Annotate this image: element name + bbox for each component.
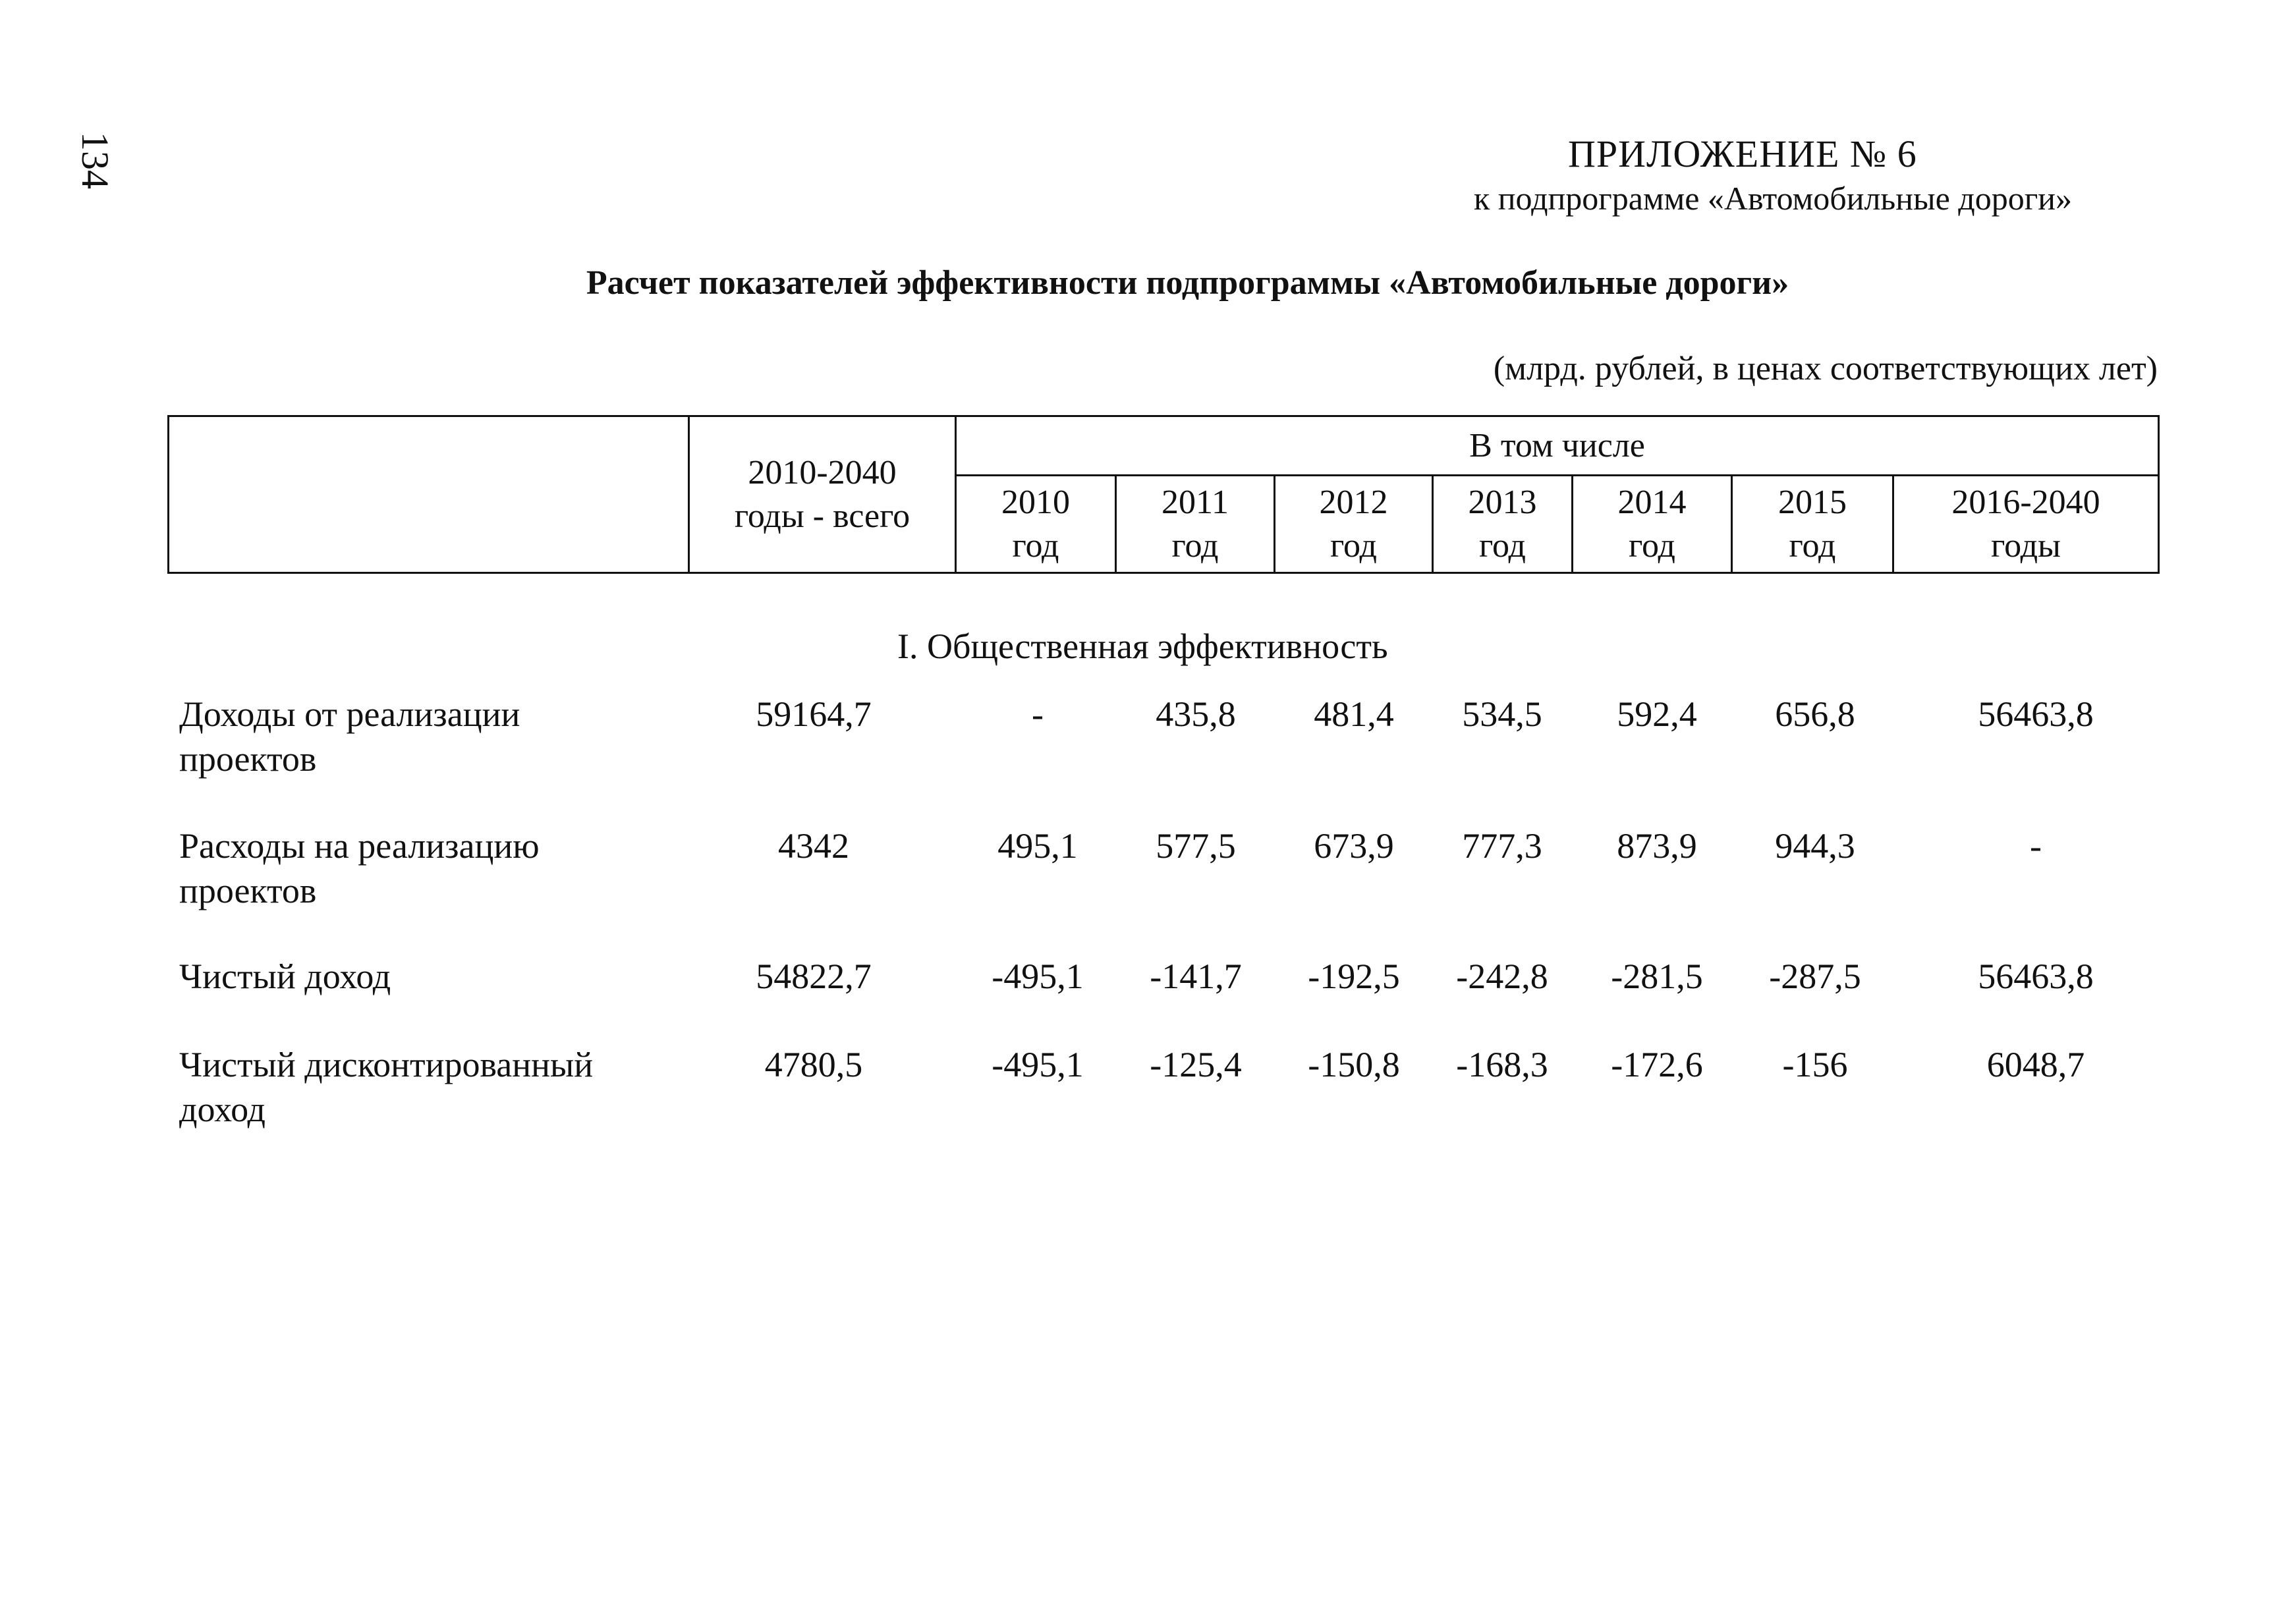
header-year-suffix: год xyxy=(1330,526,1377,565)
value-cell: 56463,8 xyxy=(1978,957,2094,996)
units-note: (млрд. рублей, в ценах соответствующих лет) xyxy=(1493,350,2158,387)
value-cell: 673,9 xyxy=(1314,826,1394,866)
header-year-suffix: год xyxy=(1171,526,1219,565)
value-cell: -192,5 xyxy=(1308,957,1400,996)
header-year: 2015 xyxy=(1778,483,1847,521)
table-row xyxy=(0,692,2296,797)
value-cell: 59164,7 xyxy=(756,694,872,734)
row-label-line2: доход xyxy=(179,1090,266,1129)
row-label-line1: Чистый доход xyxy=(179,957,391,996)
table-row xyxy=(0,1042,2296,1148)
value-cell: -150,8 xyxy=(1308,1045,1400,1084)
value-cell: 6048,7 xyxy=(1986,1045,2085,1084)
header-total-line1: 2010-2040 xyxy=(748,453,897,491)
value-cell: - xyxy=(1032,694,1044,734)
section-title: I. Общественная эффективность xyxy=(897,627,1388,666)
appendix-subtitle: к подпрограмме «Автомобильные дороги» xyxy=(1473,180,2072,217)
row-label-line1: Доходы от реализации xyxy=(179,694,520,734)
value-cell: -168,3 xyxy=(1456,1045,1548,1084)
value-cell: -156 xyxy=(1782,1045,1848,1084)
value-cell: - xyxy=(2030,826,2042,866)
value-cell: 656,8 xyxy=(1775,694,1855,734)
header-total-line2: годы - всего xyxy=(734,497,910,535)
value-cell: 577,5 xyxy=(1156,826,1236,866)
row-label xyxy=(179,954,680,999)
value-cell: 4780,5 xyxy=(764,1045,863,1084)
value-cell: 534,5 xyxy=(1462,694,1542,734)
value-cell: 495,1 xyxy=(997,826,1078,866)
row-label xyxy=(179,692,680,781)
header-year-suffix: год xyxy=(1629,526,1675,565)
value-cell: -495,1 xyxy=(992,957,1084,996)
value-cell: 873,9 xyxy=(1617,826,1697,866)
appendix-title: ПРИЛОЖЕНИЕ № 6 xyxy=(1568,132,1917,175)
header-year: 2013 xyxy=(1468,483,1537,521)
row-label-line1: Чистый дисконтированный xyxy=(179,1045,594,1084)
value-cell: 4342 xyxy=(778,826,849,866)
value-cell: 481,4 xyxy=(1314,694,1394,734)
table-header xyxy=(167,415,2160,574)
header-year-suffix: годы xyxy=(1991,526,2061,565)
value-cell: 54822,7 xyxy=(756,957,872,996)
value-cell: 56463,8 xyxy=(1978,694,2094,734)
header-total-col xyxy=(689,416,956,573)
header-year-col xyxy=(1433,476,1573,573)
header-year: 2012 xyxy=(1319,483,1388,521)
value-cell: -495,1 xyxy=(992,1045,1084,1084)
header-year-col xyxy=(1116,476,1275,573)
header-year-suffix: год xyxy=(1012,526,1059,565)
header-year-suffix: год xyxy=(1479,526,1526,565)
value-cell: 435,8 xyxy=(1156,694,1236,734)
header-year: 2011 xyxy=(1161,483,1229,521)
header-year-col xyxy=(1893,476,2159,573)
row-label-line2: проектов xyxy=(179,739,317,779)
header-year-col xyxy=(1573,476,1732,573)
value-cell: 592,4 xyxy=(1617,694,1697,734)
row-label xyxy=(179,823,680,913)
page-number: 134 xyxy=(74,132,117,189)
row-label-line1: Расходы на реализацию xyxy=(179,826,540,866)
header-year-col xyxy=(956,476,1116,573)
value-cell: -125,4 xyxy=(1150,1045,1242,1084)
value-cell: -287,5 xyxy=(1769,957,1861,996)
header-year-col xyxy=(1732,476,1893,573)
value-cell: -141,7 xyxy=(1150,957,1242,996)
value-cell: -242,8 xyxy=(1456,957,1548,996)
value-cell: 777,3 xyxy=(1462,826,1542,866)
header-year: 2010 xyxy=(1001,483,1070,521)
value-cell: -281,5 xyxy=(1611,957,1703,996)
header-empty-cell xyxy=(169,416,689,573)
row-label xyxy=(179,1042,680,1132)
value-cell: 944,3 xyxy=(1775,826,1855,866)
header-group-label: В том числе xyxy=(956,416,2159,476)
header-year-col xyxy=(1275,476,1433,573)
header-year: 2016-2040 xyxy=(1951,483,2100,521)
table-row xyxy=(0,823,2296,929)
document-title: Расчет показателей эффективности подпрограммы «Автомобильные дороги» xyxy=(586,264,1789,302)
value-cell: -172,6 xyxy=(1611,1045,1703,1084)
row-label-line2: проектов xyxy=(179,871,317,910)
header-year-suffix: год xyxy=(1789,526,1836,565)
header-year: 2014 xyxy=(1617,483,1687,521)
